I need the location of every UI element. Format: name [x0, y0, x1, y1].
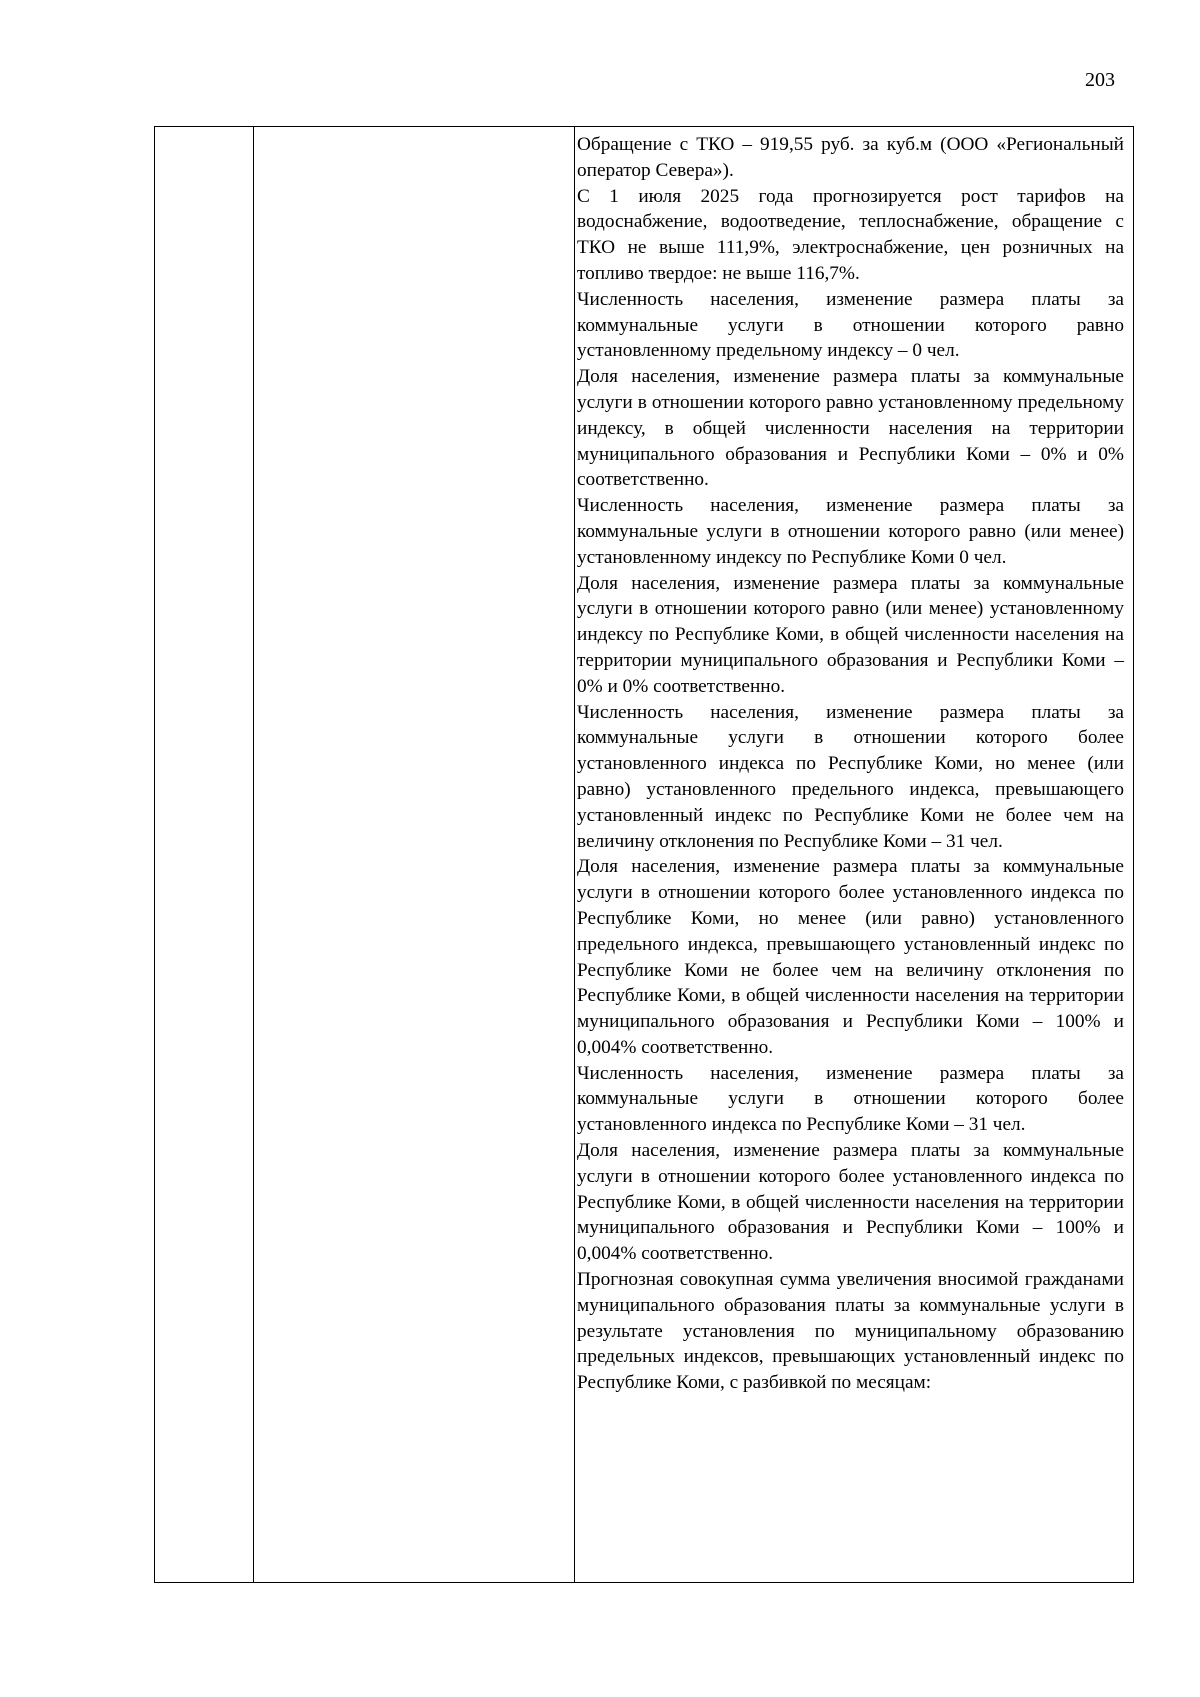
paragraph: Численность населения, изменение размера платы за коммунальные услуги в отношении которого более установленного индекса по Республике Коми, но менее (или равно) установленного предельного индекса, превышающего установленный индекс по Республике Коми не более чем на величину отклонения по Республике Коми – 31 чел.	[577, 701, 1124, 852]
document-table	[154, 126, 1134, 1583]
table-text-cell	[577, 132, 1124, 1396]
paragraph: Численность населения, изменение размера платы за коммунальные услуги в отношении которого равно установленному предельному индексу – 0 чел.	[577, 288, 1124, 362]
paragraph: Численность населения, изменение размера платы за коммунальные услуги в отношении которого равно (или менее) установленному индексу по Республике Коми 0 чел.	[577, 495, 1124, 568]
page-number: 203	[1085, 69, 1115, 91]
column-divider	[574, 127, 575, 1582]
paragraph: Численность населения, изменение размера платы за коммунальные услуги в отношении которого более установленного индекса по Республике Коми – 31 чел.	[577, 1062, 1124, 1136]
paragraph: Доля населения, изменение размера платы за коммунальные услуги в отношении которого более установленного индекса по Республике Коми, в общей численности населения на территории муниципального образования и Республики Коми – 100% и 0,004% соответственно.	[577, 1140, 1124, 1265]
paragraph: Прогнозная совокупная сумма увеличения вносимой гражданами муниципального образования платы за коммунальные услуги в результате установления по муниципальному образованию предельных индексов, превышающих установленный индекс по Республике Коми, с разбивкой по месяцам:	[577, 1269, 1124, 1394]
paragraph: Доля населения, изменение размера платы за коммунальные услуги в отношении которого равно (или менее) установленному индексу по Республике Коми, в общей численности населения на территории муниципального образования и Республики Коми – 0% и 0% соответственно.	[577, 572, 1124, 697]
paragraph: С 1 июля 2025 года прогнозируется рост тарифов на водоснабжение, водоотведение, теплоснабжение, обращение с ТКО не выше 111,9%, электроснабжение, цен розничных на топливо твердое: не выше 116,7%.	[577, 185, 1124, 284]
paragraph: Обращение с ТКО – 919,55 руб. за куб.м (ООО «Региональный оператор Севера»).	[577, 134, 1124, 181]
paragraph: Доля населения, изменение размера платы за коммунальные услуги в отношении которого более установленного индекса по Республике Коми, но менее (или равно) установленного предельного индекса, превышающего установленный индекс по Республике Коми не более чем на величину отклонения по Республике Коми, в общей численности населения на территории муниципального образования и Республики Коми – 100% и 0,004% соответственно.	[577, 856, 1124, 1058]
paragraph: Доля населения, изменение размера платы за коммунальные услуги в отношении которого равно установленному предельному индексу, в общей численности населения на территории муниципального образования и Республики Коми – 0% и 0% соответственно.	[577, 366, 1124, 491]
column-divider	[253, 127, 254, 1582]
